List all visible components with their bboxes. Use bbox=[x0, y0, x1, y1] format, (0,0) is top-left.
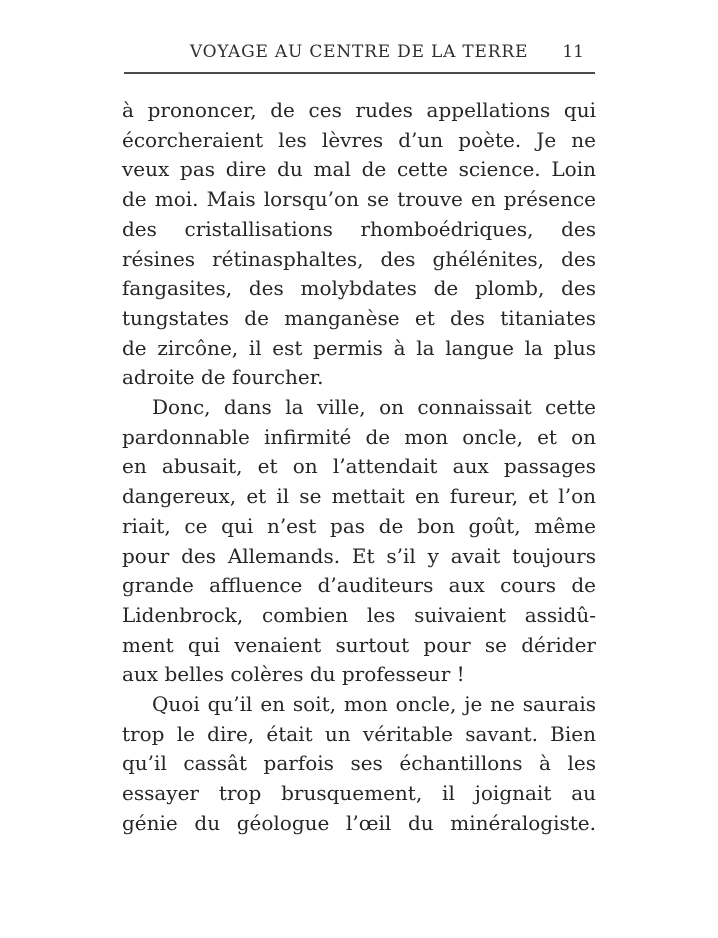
paragraph bbox=[122, 96, 596, 393]
text-line: en abusait, et on l’attendait aux passages bbox=[122, 454, 596, 479]
text-line: à prononcer, de ces rudes appellations qui bbox=[122, 98, 596, 122]
paragraph bbox=[122, 690, 596, 839]
text-line: qu’il cassât parfois ses échantillons à les bbox=[122, 751, 596, 776]
header-rule bbox=[124, 72, 595, 74]
text-line: dangereux, et il se mettait en fureur, et l’on bbox=[122, 484, 596, 509]
page-body bbox=[122, 96, 596, 839]
text-line: de moi. Mais lorsqu’on se trouve en présence bbox=[122, 187, 596, 212]
text-line: veux pas dire du mal de cette science. Loin bbox=[122, 157, 596, 182]
text-line: des cristallisations rhomboédriques, des bbox=[122, 216, 596, 241]
text-line: grande affluence d’auditeurs aux cours de bbox=[122, 573, 596, 598]
text-line: écorcheraient les lèvres d’un poète. Je ne bbox=[122, 127, 596, 152]
text-line: pour des Allemands. Et s’il y avait toujours bbox=[122, 543, 596, 568]
text-line: pardonnable infirmité de mon oncle, et on bbox=[122, 424, 596, 449]
text-line: fangasites, des molybdates de plomb, des bbox=[122, 276, 596, 301]
paragraph bbox=[122, 393, 596, 690]
text-line: génie du géologue l’œil du minéralogiste. bbox=[122, 810, 596, 835]
text-line: de zircône, il est permis à la langue la plus bbox=[122, 335, 596, 360]
running-head-title: VOYAGE AU CENTRE DE LA TERRE bbox=[189, 42, 529, 62]
text-line: Quoi qu’il en soit, mon oncle, je ne saurais bbox=[152, 692, 596, 717]
text-column bbox=[122, 0, 596, 938]
text-line: ment qui venaient surtout pour se dérider bbox=[122, 632, 596, 657]
text-line: aux belles colères du professeur ! bbox=[122, 662, 465, 687]
text-line: trop le dire, était un véritable savant. Bien bbox=[122, 721, 596, 746]
text-line: adroite de fourcher. bbox=[122, 365, 324, 390]
text-line: tungstates de manganèse et des titaniates bbox=[122, 305, 596, 330]
page-number: 11 bbox=[562, 42, 584, 62]
text-line: essayer trop brusquement, il joignait au bbox=[122, 781, 596, 806]
text-line: Donc, dans la ville, on connaissait cette bbox=[152, 395, 596, 420]
text-line: riait, ce qui n’est pas de bon goût, même bbox=[122, 513, 596, 538]
text-line: résines rétinasphaltes, des ghélénites, des bbox=[122, 246, 596, 271]
text-line: Lidenbrock, combien les suivaient assidû- bbox=[122, 602, 596, 627]
